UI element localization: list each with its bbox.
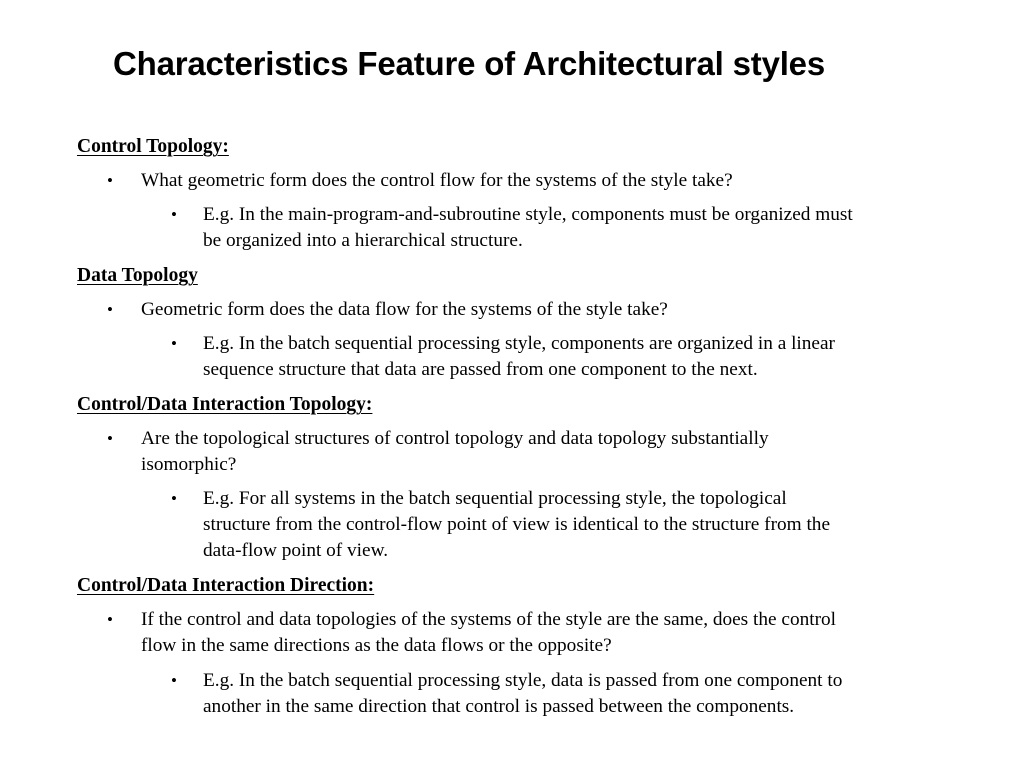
section-heading-interaction-direction: Control/Data Interaction Direction: <box>77 575 375 596</box>
bullet-symbol: • <box>107 171 113 190</box>
bullet-text: What geometric form does the control flow for the systems of the style take? <box>141 170 733 191</box>
sub-bullet-interaction-direction <box>171 668 983 720</box>
bullet-symbol: • <box>171 671 177 690</box>
section-heading-data-topology: Data Topology <box>77 265 198 286</box>
slide-title: Characteristics Feature of Architectural styles <box>113 45 825 82</box>
bullet-symbol: • <box>171 205 177 224</box>
sub-bullet-text: E.g. For all systems in the batch sequential processing style, the topological <box>203 488 787 509</box>
bullet-text: flow in the same directions as the data flows or the opposite? <box>141 635 612 656</box>
section-heading-interaction-topology: Control/Data Interaction Topology: <box>77 394 373 415</box>
sub-bullet-text: another in the same direction that control is passed between the components. <box>203 696 795 717</box>
sub-bullet-interaction-topology <box>171 486 983 564</box>
sub-bullet-text: data-flow point of view. <box>203 540 389 561</box>
sub-bullet-text: E.g. In the main-program-and-subroutine style, components must be organized must <box>203 204 853 225</box>
bullet-text: If the control and data topologies of the systems of the style are the same, does the control <box>141 609 837 630</box>
bullet-control-topology <box>107 168 971 194</box>
sub-bullet-text: structure from the control-flow point of view is identical to the structure from the <box>203 514 830 535</box>
bullet-interaction-topology <box>107 426 971 478</box>
bullet-symbol: • <box>171 489 177 508</box>
bullet-symbol: • <box>107 300 113 319</box>
bullet-data-topology <box>107 297 971 323</box>
bullet-symbol: • <box>107 610 113 629</box>
section-heading-control-topology: Control Topology: <box>77 136 229 157</box>
bullet-text: isomorphic? <box>141 454 237 475</box>
bullet-text: Geometric form does the data flow for the systems of the style take? <box>141 299 668 320</box>
bullet-symbol: • <box>171 334 177 353</box>
sub-bullet-data-topology <box>171 331 983 383</box>
sub-bullet-text: sequence structure that data are passed from one component to the next. <box>203 359 758 380</box>
bullet-interaction-direction <box>107 607 971 659</box>
bullet-text: Are the topological structures of control topology and data topology substantially <box>141 428 769 449</box>
bullet-symbol: • <box>107 429 113 448</box>
sub-bullet-control-topology <box>171 202 983 254</box>
sub-bullet-text: be organized into a hierarchical structure. <box>203 230 523 251</box>
sub-bullet-text: E.g. In the batch sequential processing style, data is passed from one component to <box>203 670 843 691</box>
sub-bullet-text: E.g. In the batch sequential processing style, components are organized in a linear <box>203 333 835 354</box>
